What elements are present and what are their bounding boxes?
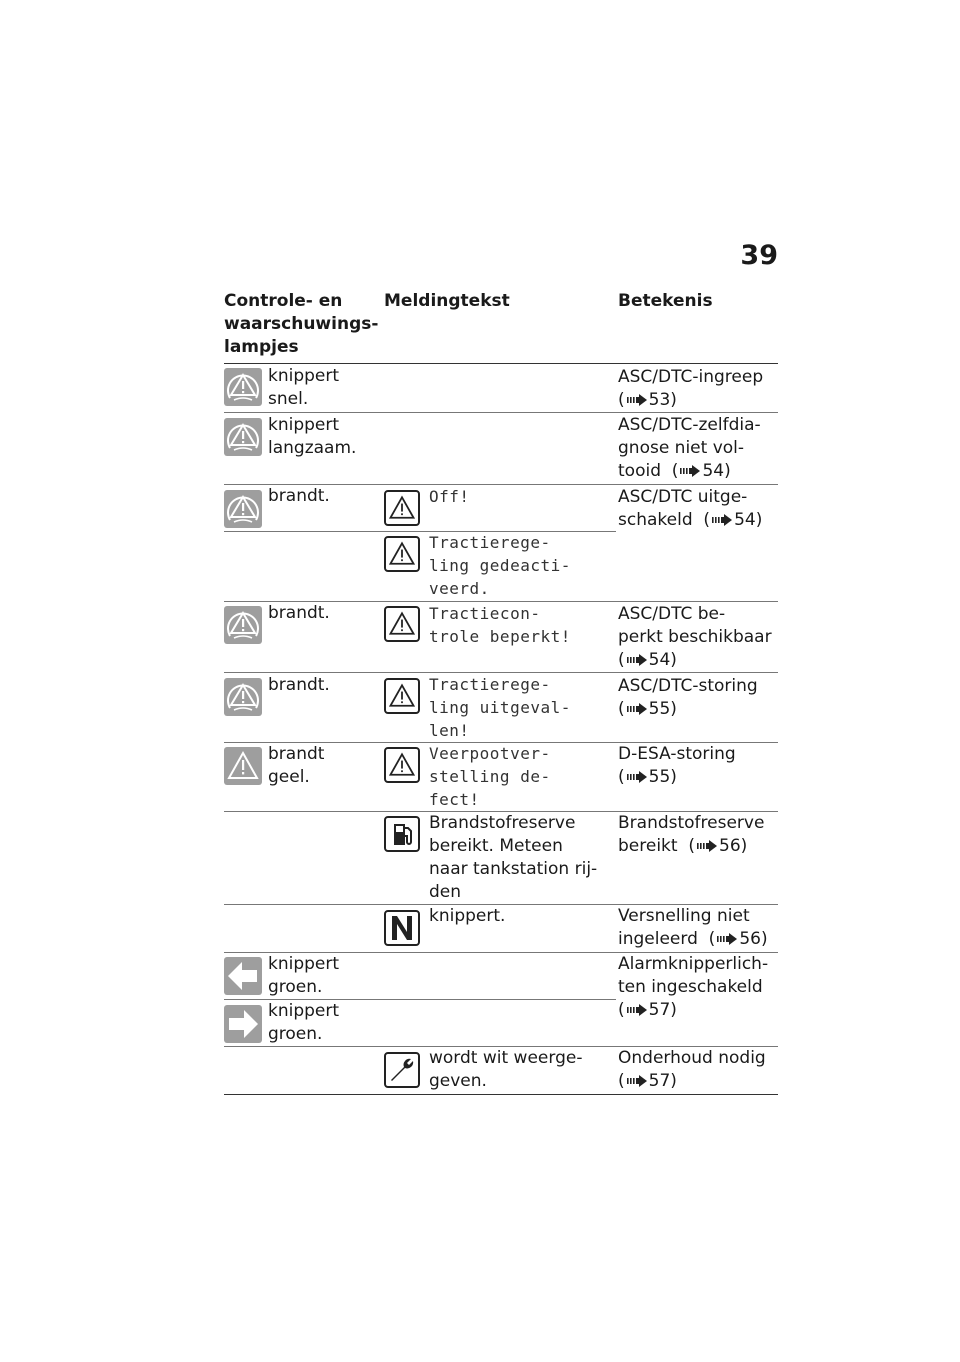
page-reference-arrow-icon [697, 840, 717, 852]
page-ref[interactable]: 56 [739, 929, 761, 949]
page-ref[interactable]: 53 [648, 390, 671, 410]
asc-dtc-warning-icon [224, 418, 262, 456]
message-text: wordt wit weerge- geven. [429, 1048, 583, 1091]
message-text: Tractiecon- trole beperkt! [429, 604, 571, 646]
meaning: ASC/DTC be- perkt beschikbaar ( 54) [618, 604, 772, 670]
meaning: D-ESA-storing ( 55) [618, 744, 736, 787]
message-text: Veerpootver- stelling de- fect! [429, 744, 551, 809]
asc-dtc-warning-icon [224, 490, 262, 528]
page-reference-arrow-icon [627, 771, 647, 783]
lamp-state: brandt geel. [268, 744, 325, 787]
page-ref[interactable]: 55 [648, 767, 671, 787]
warning-triangle-icon [384, 490, 420, 526]
message-text: knippert. [429, 906, 506, 926]
yellow-warning-icon [224, 747, 262, 785]
meaning: ASC/DTC-zelfdia- gnose niet vol- tooid ( 54) [618, 415, 761, 481]
page-reference-arrow-icon [627, 1004, 647, 1016]
lamp-state: brandt. [268, 486, 330, 506]
header-meaning: Betekenis [618, 291, 713, 311]
header-lamps: Controle- en waarschuwings-lampjes [224, 291, 379, 357]
table-bottom-rule [224, 1094, 778, 1095]
meaning: ASC/DTC-storing ( 55) [618, 676, 758, 719]
warning-triangle-icon [384, 536, 420, 572]
page-reference-arrow-icon [712, 514, 732, 526]
message-text: Tractierege- ling uitgeval- len! [429, 675, 571, 740]
page-reference-arrow-icon [627, 703, 647, 715]
meaning: Alarmknipperlich- ten ingeschakeld ( 57) [618, 954, 769, 1020]
lamp-state: knippert groen. [268, 954, 340, 997]
turn-left-arrow-icon [224, 957, 262, 995]
meaning: Versnelling niet ingeleerd ( 56) [618, 906, 768, 949]
header-message: Meldingtekst [384, 291, 510, 311]
lamp-state: knippert snel. [268, 366, 340, 409]
page-number: 39 [740, 240, 778, 271]
page-ref[interactable]: 56 [719, 836, 741, 856]
page-reference-arrow-icon [680, 465, 700, 477]
asc-dtc-warning-icon [224, 606, 262, 644]
page-ref[interactable]: 55 [648, 699, 671, 719]
message-text: Tractierege- ling gedeacti- veerd. [429, 533, 571, 598]
header-rule [224, 363, 778, 364]
page-ref[interactable]: 57 [648, 1071, 671, 1091]
asc-dtc-warning-icon [224, 678, 262, 716]
warning-triangle-icon [384, 678, 420, 714]
asc-dtc-warning-icon [224, 368, 262, 406]
message-text: Off! [429, 487, 470, 506]
lamp-state: brandt. [268, 603, 330, 623]
lamp-state: brandt. [268, 675, 330, 695]
meaning: ASC/DTC-ingreep ( 53) [618, 367, 764, 410]
warning-triangle-icon [384, 606, 420, 642]
neutral-n-icon [384, 910, 420, 946]
page-reference-arrow-icon [717, 933, 737, 945]
page-ref[interactable]: 54 [702, 461, 725, 481]
row-divider [224, 412, 778, 413]
page-reference-arrow-icon [627, 1075, 647, 1087]
meaning: Onderhoud nodig ( 57) [618, 1048, 766, 1091]
page-ref[interactable]: 54 [648, 650, 671, 670]
wrench-icon [384, 1052, 420, 1088]
page-ref[interactable]: 54 [734, 510, 756, 530]
warning-triangle-icon [384, 747, 420, 783]
page-reference-arrow-icon [627, 654, 647, 666]
page-reference-arrow-icon [627, 394, 647, 406]
page-ref[interactable]: 57 [648, 1000, 671, 1020]
lamp-state: knippert langzaam. [268, 415, 357, 458]
meaning: ASC/DTC uitge- schakeld ( 54) [618, 487, 763, 530]
lamp-state: knippert groen. [268, 1001, 340, 1044]
meaning: Brandstofreserve bereikt ( 56) [618, 813, 765, 856]
turn-right-arrow-icon [224, 1005, 262, 1043]
fuel-pump-icon [384, 816, 420, 852]
message-text: Brandstofreserve bereikt. Meteen naar tankstation rij- den [429, 813, 598, 902]
